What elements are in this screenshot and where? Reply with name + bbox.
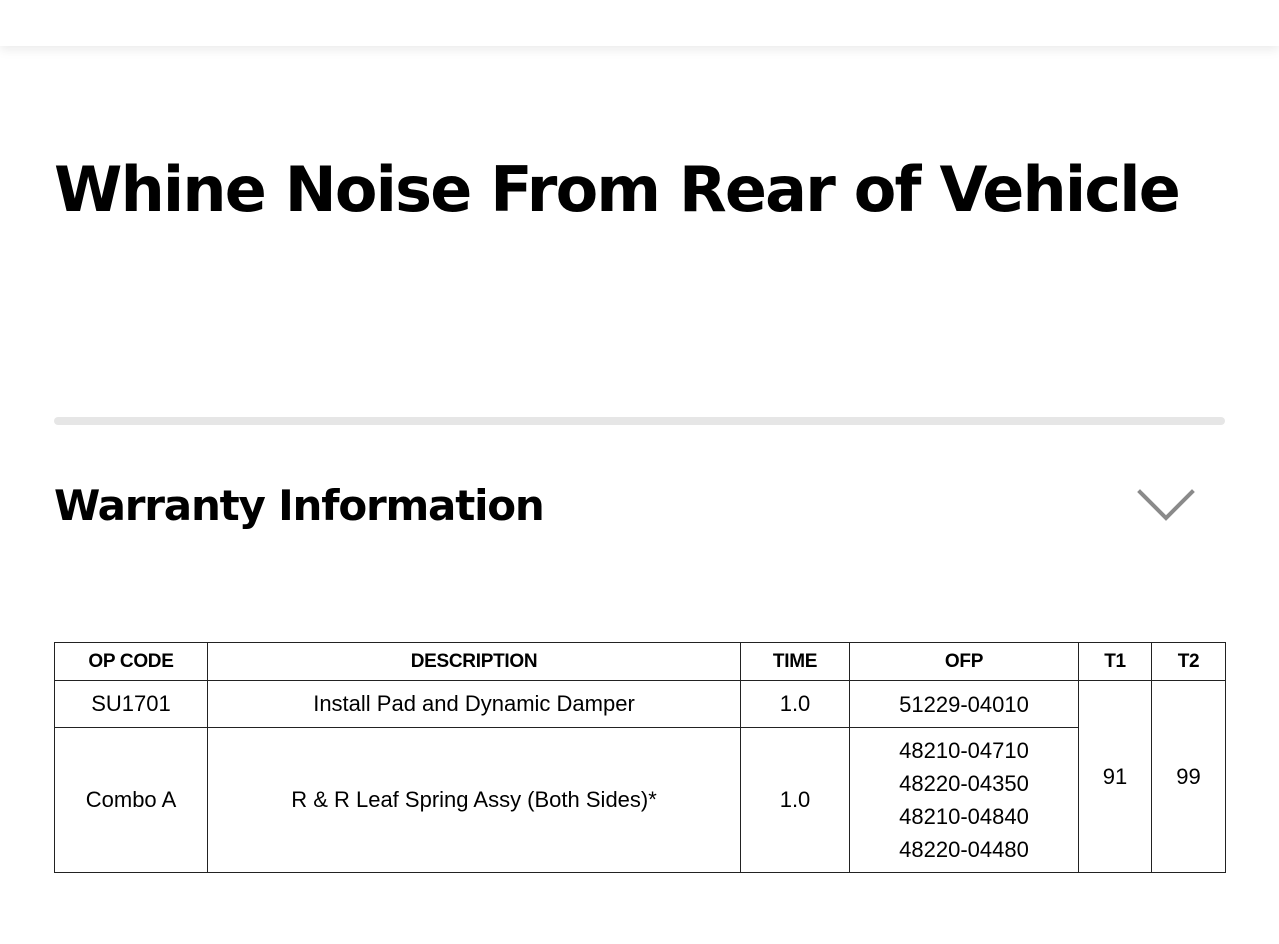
section-title: Warranty Information bbox=[54, 481, 544, 530]
ofp-part-number: 48210-04840 bbox=[899, 804, 1029, 829]
table-row bbox=[55, 681, 1226, 728]
header-description: DESCRIPTION bbox=[208, 643, 741, 681]
ofp-part-number: 48220-04350 bbox=[899, 771, 1029, 796]
table-header-row bbox=[55, 643, 1226, 681]
time-cell: 1.0 bbox=[741, 681, 850, 728]
header-time: TIME bbox=[741, 643, 850, 681]
chevron-down-icon[interactable] bbox=[1136, 488, 1196, 524]
header-t1: T1 bbox=[1079, 643, 1152, 681]
page-title: Whine Noise From Rear of Vehicle bbox=[54, 153, 1180, 226]
ofp-part-number: 51229-04010 bbox=[899, 691, 1029, 717]
table-row bbox=[55, 728, 1226, 873]
top-bar bbox=[0, 0, 1279, 46]
header-op-code: OP CODE bbox=[55, 643, 208, 681]
ofp-cell bbox=[850, 681, 1079, 728]
ofp-cell bbox=[850, 728, 1079, 873]
warranty-table bbox=[54, 642, 1226, 873]
header-ofp: OFP bbox=[850, 643, 1079, 681]
t1-cell: 91 bbox=[1079, 681, 1152, 873]
description-cell: R & R Leaf Spring Assy (Both Sides)* bbox=[208, 728, 741, 873]
t2-cell: 99 bbox=[1152, 681, 1226, 873]
time-cell: 1.0 bbox=[741, 728, 850, 873]
ofp-part-number: 48220-04480 bbox=[899, 837, 1029, 862]
section-divider bbox=[54, 417, 1225, 425]
header-t2: T2 bbox=[1152, 643, 1226, 681]
ofp-part-number: 48210-04710 bbox=[899, 738, 1029, 763]
op-code-cell: Combo A bbox=[55, 728, 208, 873]
description-cell: Install Pad and Dynamic Damper bbox=[208, 681, 741, 728]
op-code-cell: SU1701 bbox=[55, 681, 208, 728]
warranty-section-toggle[interactable] bbox=[54, 470, 1225, 540]
